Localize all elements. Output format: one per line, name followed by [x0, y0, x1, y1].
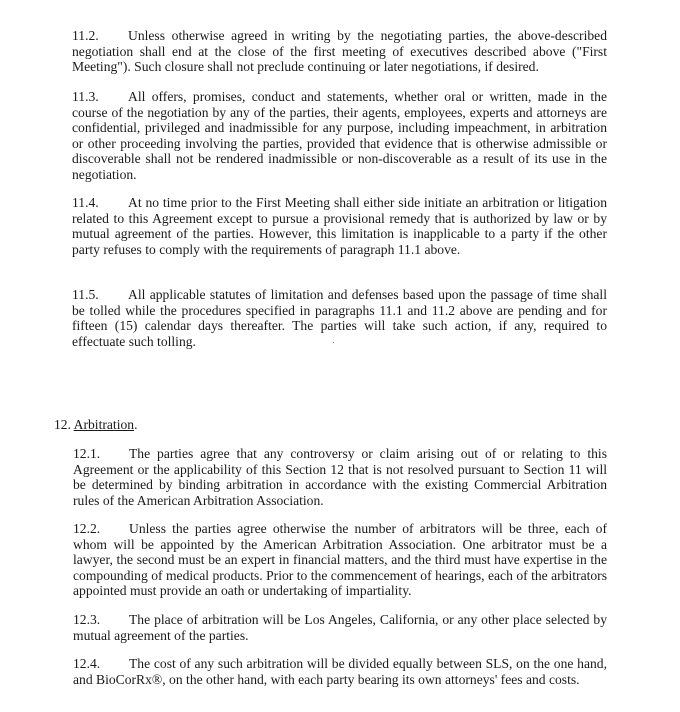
clause-number: 11.5. — [72, 287, 99, 302]
clause-12-4 — [73, 656, 607, 687]
clause-number: 11.4. — [72, 195, 99, 210]
clause-number: 12.4. — [73, 656, 101, 671]
clause-12-1 — [73, 446, 607, 508]
clause-number: 12.2. — [73, 521, 101, 536]
clause-text: The parties agree that any controversy or claim arising out of or relating to this Agreement or the applicability of this Section 12 that is not resolved pursuant to Section 11 will be determined by binding arbitration in accordance with the existing Commercial Arbitration rules of the American Arbitration Association. — [73, 446, 607, 508]
clause-text: The cost of any such arbitration will be divided equally between SLS, on the one hand, and BioCorRx®, on the other hand, with each party bearing its own attorneys' fees and costs. — [73, 656, 607, 687]
clause-number: 12.1. — [73, 446, 101, 461]
section-title-period: . — [134, 417, 138, 432]
clause-number: 11.2. — [72, 28, 99, 43]
clause-number: 11.3. — [72, 89, 99, 104]
section-title: Arbitration — [73, 417, 135, 432]
clause-text: At no time prior to the First Meeting shall either side initiate an arbitration or litigation related to this Agreement except to pursue a provisional remedy that is authorized by law or by mutual agreement of the parties. However, this limitation is inapplicable to a party if the other party refuses to comply with the requirements of paragraph 11.1 above. — [72, 195, 607, 257]
clause-number: 12.3. — [73, 612, 101, 627]
clause-12-2 — [73, 521, 607, 599]
clause-11-2 — [72, 28, 607, 75]
clause-11-3 — [72, 89, 607, 183]
clause-12-3 — [73, 612, 607, 643]
scan-speck — [333, 342, 334, 343]
clause-text: Unless otherwise agreed in writing by the negotiating parties, the above-described negotiation shall end at the close of the first meeting of executives described above ("First Meeting"). Such closure shall not preclude continuing or later negotiations, if desired. — [72, 28, 607, 75]
clause-text: All applicable statutes of limitation and defenses based upon the passage of time shall be tolled while the procedures specified in paragraphs 11.1 and 11.2 above are pending and for fifteen (15) calendar days thereafter. The parties will take such action, if any, required to effectuate such tolling. — [72, 287, 607, 349]
clause-11-4 — [72, 195, 607, 257]
section-12-heading — [54, 417, 137, 433]
clause-text: All offers, promises, conduct and statements, whether oral or written, made in the course of the negotiation by any of the parties, their agents, employees, experts and attorneys are confidential, privileged and inadmissible for any purpose, including impeachment, in arbitration or other proceeding involving the parties, provided that evidence that is otherwise admissible or discoverable shall not be rendered inadmissible or non-discoverable as a result of its use in the negotiation. — [72, 89, 607, 182]
clause-11-5 — [72, 287, 607, 349]
section-number: 12. — [54, 417, 71, 432]
clause-text: The place of arbitration will be Los Angeles, California, or any other place selected by mutual agreement of the parties. — [73, 612, 607, 643]
clause-text: Unless the parties agree otherwise the number of arbitrators will be three, each of whom will be appointed by the American Arbitration Association. One arbitrator must be a lawyer, the second must be an expert in financial matters, and the third must have expertise in the compounding of medical products. Prior to the commencement of hearings, each of the arbitrators appointed must provide an oath or undertaking of impartiality. — [73, 521, 607, 599]
